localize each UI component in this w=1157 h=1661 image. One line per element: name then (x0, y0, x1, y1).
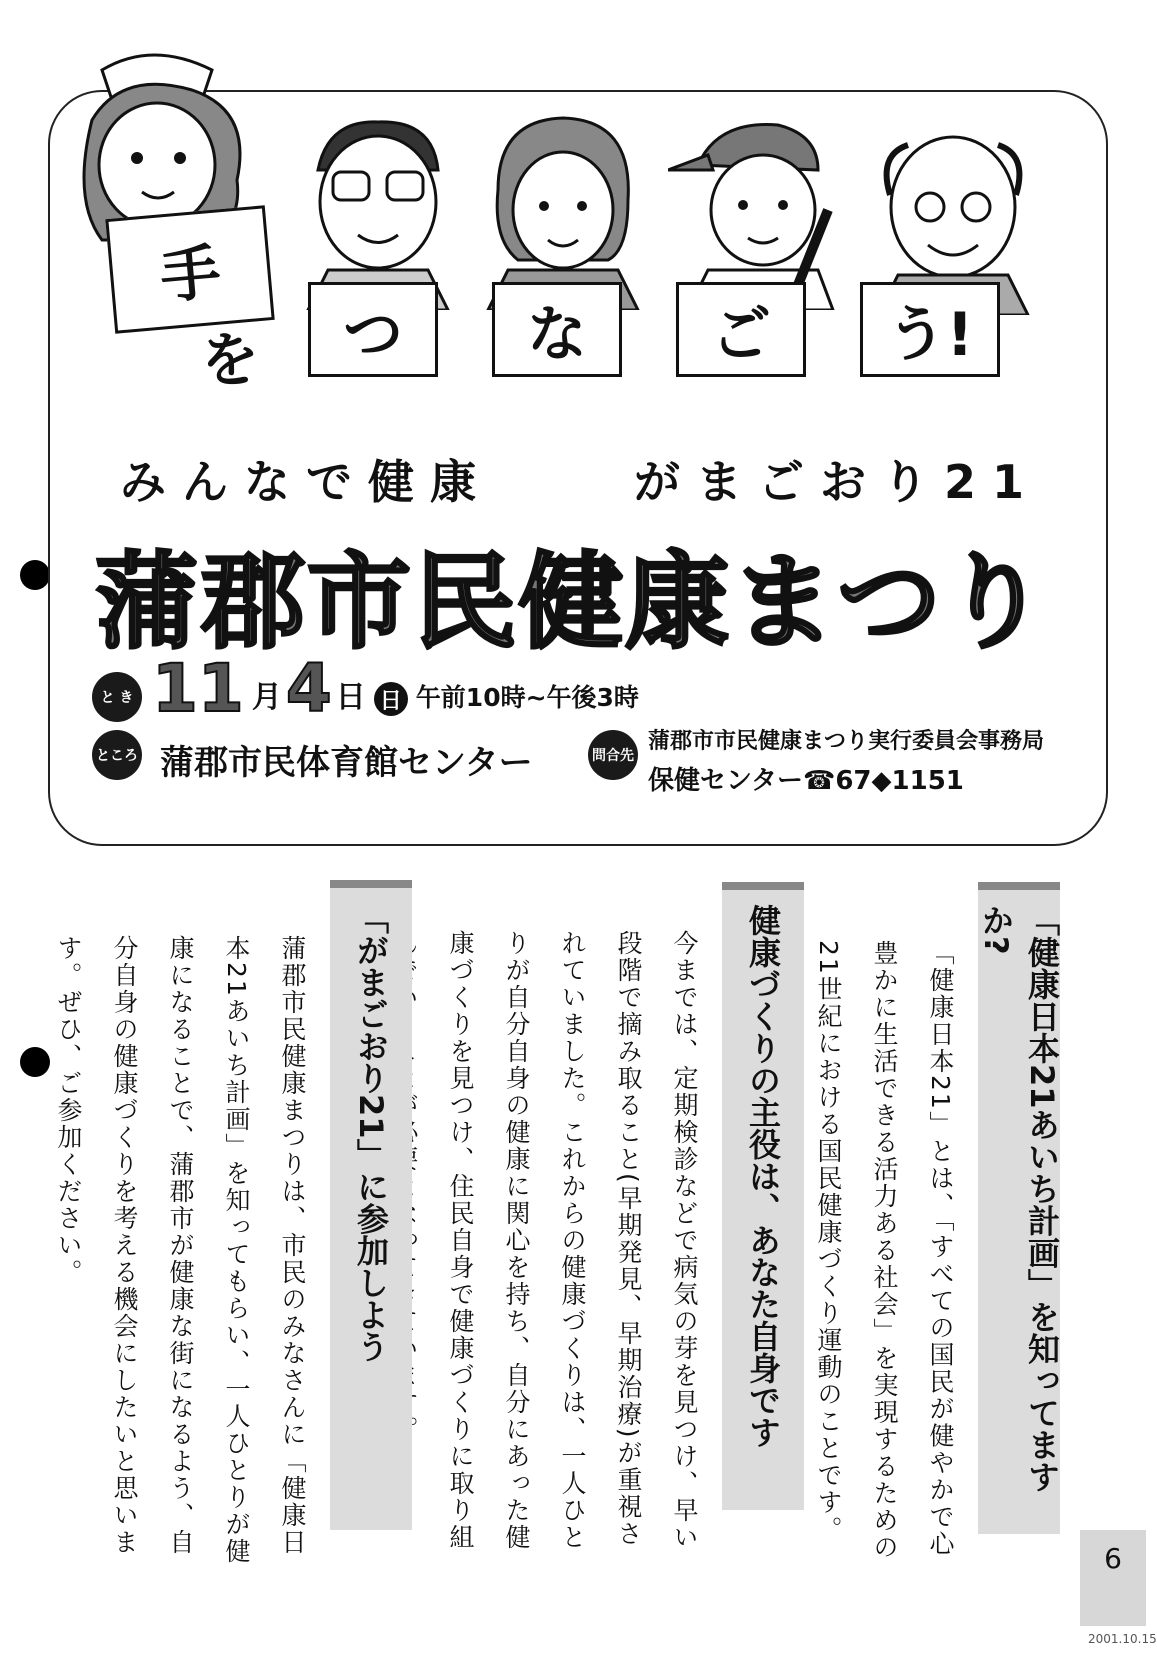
sign-2: を (200, 326, 259, 394)
woman-illustration (478, 110, 648, 310)
page-number: 6 (1080, 1530, 1146, 1626)
tagline-left: みんなで健康 (120, 455, 492, 509)
section-body-join-gamagori-21: 蒲郡市民健康まつりは、市民のみなさんに「健康日本21あいち計画」を知ってもらい、一人ひとりが健康になることで、蒲郡市が健康な街になるよう、自分自身の健康づくりを考える機会にしたいと思います。ぜひ、ご参加ください。 (54, 935, 307, 1565)
section-body-you-are-the-main-role: 今までは、定期検診などで病気の芽を見つけ、早い段階で摘み取ること(早期発見、早期治療)が重視されていました。これからの健康づくりは、一人ひとりが自分自身の健康に関心を持ち、自分にあった健康づくりを見つけ、住民自身で健康づくりに取り組 (446, 930, 699, 1551)
print-date: 2001.10.15 (1088, 1632, 1157, 1646)
event-title: 蒲郡市民健康まつり (95, 541, 1050, 663)
sign-3: つ (308, 282, 438, 377)
tokoro-badge: ところ (92, 730, 142, 780)
contact-badge: 問合先 (588, 730, 638, 780)
section-heading-you-are-the-main-role: 健康づくりの主役は、あなた自身です (722, 882, 804, 1510)
sign-4: な (492, 282, 622, 377)
date-day-unit: 日 (335, 680, 366, 715)
sign-6: う! (860, 282, 1000, 377)
sign-1: 手 (105, 205, 274, 334)
event-date (152, 650, 639, 727)
sign-5: ご (676, 282, 806, 377)
man-with-glasses-illustration (298, 110, 458, 310)
section-body-health-japan-21: 「健康日本21」とは、「すべての国民が健やかで心豊かに生活できる活力ある社会」を実現するための21世紀における国民健康づくり運動のことです。 (814, 940, 955, 1561)
weekday-badge: 日 (374, 682, 408, 716)
event-time: 午前10時~午後3時 (415, 683, 639, 712)
section-heading-join-gamagori-21: 「がまごおり21」に参加しよう (330, 880, 412, 1530)
boy-with-cap-illustration (668, 110, 838, 310)
binder-hole-top (20, 560, 50, 590)
tagline-right: がまごおり21 (633, 455, 1040, 509)
date-day: 4 (285, 650, 332, 727)
toki-badge: と き (92, 672, 142, 722)
date-month-unit: 月 (251, 680, 282, 715)
contact-organizer: 蒲郡市市民健康まつり実行委員会事務局 (648, 729, 1045, 754)
contact-phone: 保健センター☎67◆1151 (648, 766, 964, 796)
section-heading-health-japan-21: 「健康日本21あいち計画」を知ってますか? (978, 882, 1060, 1534)
date-month: 11 (152, 650, 244, 727)
event-venue: 蒲郡市民体育館センター (160, 743, 533, 783)
event-tagline (120, 444, 1040, 514)
